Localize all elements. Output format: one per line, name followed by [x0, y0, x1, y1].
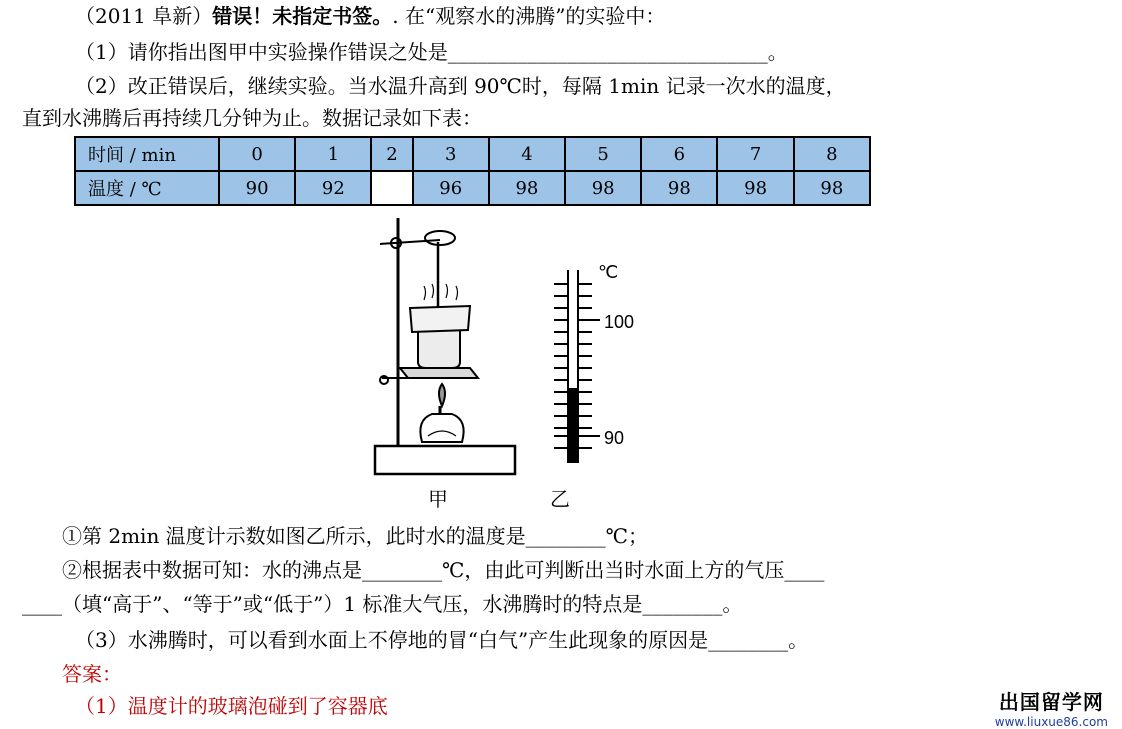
- thermometer-yi: [554, 270, 600, 462]
- data-table: [74, 136, 871, 206]
- answer-heading: 答案：: [62, 662, 122, 686]
- time-cell: 7: [717, 137, 793, 171]
- table-row-temp: [75, 171, 870, 205]
- time-cell: 4: [489, 137, 565, 171]
- time-cell: 2: [371, 137, 412, 171]
- watermark-title: 出国留学网: [998, 690, 1104, 714]
- mark-100: 100: [604, 312, 635, 332]
- time-header: 时间 / min: [75, 137, 219, 171]
- intro-text: . 在“观察水的沸腾”的实验中：: [392, 4, 666, 28]
- temp-cell: 98: [794, 171, 870, 205]
- temp-cell: 98: [717, 171, 793, 205]
- unit-label: ℃: [598, 262, 619, 282]
- part1-text: （1）请你指出图甲中实验操作错误之处是________________________________。: [75, 40, 788, 64]
- temp-cell: 96: [413, 171, 489, 205]
- time-cell: 0: [219, 137, 295, 171]
- label-yi: 乙: [550, 487, 570, 511]
- sub1-text: ①第 2min 温度计示数如图乙所示，此时水的温度是________℃；: [62, 524, 649, 548]
- question-heading: [75, 2, 665, 30]
- apparatus-jia: [375, 218, 515, 474]
- temp-cell: 98: [489, 171, 565, 205]
- time-cell: 3: [413, 137, 489, 171]
- temp-cell: 98: [641, 171, 717, 205]
- experiment-figure: [360, 210, 660, 520]
- part2-line1: （2）改正错误后，继续实验。当水温升高到 90℃时，每隔 1min 记录一次水的温度，: [75, 74, 846, 98]
- watermark: [995, 686, 1108, 729]
- label-jia: 甲: [428, 487, 448, 511]
- time-cell: 5: [565, 137, 641, 171]
- table-row-time: [75, 137, 870, 171]
- time-cell: 8: [794, 137, 870, 171]
- temp-cell-blank: [371, 171, 412, 205]
- time-cell: 6: [641, 137, 717, 171]
- error-tag: 错误！未指定书签。: [212, 4, 393, 28]
- sub2-line2: ____（填“高于”、“等于”或“低于”）1 标准大气压，水沸腾时的特点是________。: [22, 592, 743, 616]
- temp-cell: 90: [219, 171, 295, 205]
- temp-header: 温度 / ℃: [75, 171, 219, 205]
- watermark-url: www.liuxue86.com: [994, 715, 1108, 729]
- sub2-line1: ②根据表中数据可知：水的沸点是________℃，由此可判断出当时水面上方的气压____: [62, 558, 825, 582]
- temp-cell: 92: [295, 171, 371, 205]
- temp-cell: 98: [565, 171, 641, 205]
- mark-90: 90: [604, 428, 625, 448]
- answer-1: （1）温度计的玻璃泡碰到了容器底: [75, 694, 388, 718]
- source-prefix: （2011 阜新）: [75, 4, 213, 28]
- time-cell: 1: [295, 137, 371, 171]
- part2-line2: 直到水沸腾后再持续几分钟为止。数据记录如下表：: [22, 106, 482, 130]
- part3-text: （3）水沸腾时，可以看到水面上不停地的冒“白气”产生此现象的原因是________。: [75, 628, 809, 652]
